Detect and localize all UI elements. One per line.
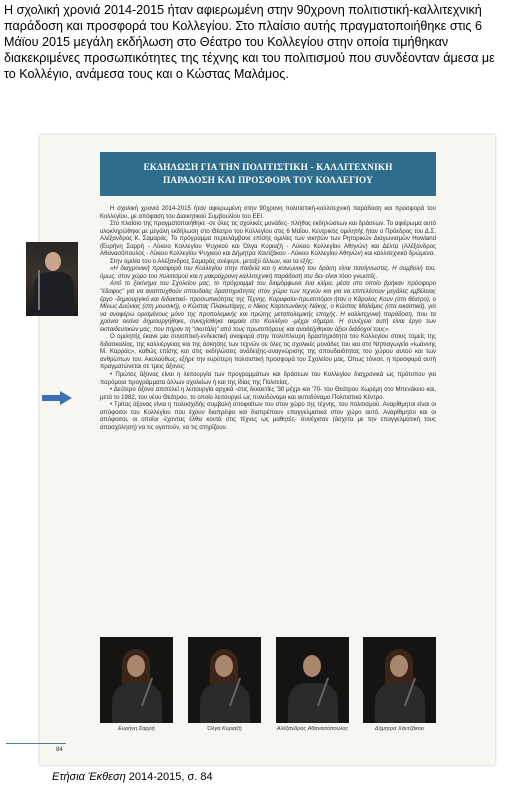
intro-paragraph: Η σχολική χρονιά 2014-2015 ήταν αφιερωμένη στην 90χρονη πολιτιστική-καλλιτεχνική παράδοση και προσφορά του Κολλεγίου. Στο πλαίσιο αυτής πραγματοποιήθηκε στις 6 Μάϊου 2015 μεγάλη εκδήλωση στο Θέατρο του Κολλεγίου στην οποία τιμήθηκαν διακεκριμένες προσωπικότητες της τέχνης και του πολιτισμού που συνδέονταν άμεσα με το Κολλέγιο, ανάμεσα τους και ο Κώστας Μαλάμος.	[4, 3, 495, 81]
photo-caption: Δήμητρα Χαντζάκου	[374, 726, 425, 732]
article-banner	[100, 152, 436, 196]
annual-report-page	[40, 135, 495, 765]
body-paragraph: • Δεύτερο άξονα αποτελεί η λειτουργία αρχικά -στις δεκαετίες '30 μέχρι και '70- του Θεάτρου Χωρέμη στο Μπενάκειο και, μετά το 1982, του νέου Θεάτρου, το οποίο λειτουργεί ως πολυδύναμο και αυτοδύναμο Πολιτιστικό Κέντρο.	[100, 386, 436, 401]
body-paragraph: Στο πλαίσιο της πραγματοποιήθηκε -σε όλες τις σχολικές μονάδες- πλήθος εκδηλώσεων και δράσεων. Το αφιέρωμα αυτό ολοκληρώθηκε με μεγάλη εκδήλωση στο Θέατρο του Κολλεγίου στις 6 Μαΐου. Κεντρικός ομιλητής ήταν ο Πρόεδρος του Δ.Σ. Αλέξανδρος Κ. Σαμαράς. Το πρόγραμμα περιελάμβανε επίσης ομιλίες των νικητών των Ρητορικών Διαγωνισμών Howland (Ευρήνη Σαρρή - Λύκειο Κολλεγίου Ψυχικού και Όλγα Κυριαζή - Λύκειο Κολλεγίου Αθηνών) και Δέλτα (Αλέξανδρος Αθανασόπουλος - Λύκειο Κολλεγίου Ψυχικού και Δήμητρα Χαντζάκου - Λύκειο Κολλεγίου Αθηνών) και καλλιτεχνικά δρώμενα.	[100, 220, 436, 258]
page-number: 84	[56, 747, 63, 753]
speaker-photo	[100, 637, 173, 723]
page-number-rule	[6, 743, 66, 744]
speakers-photo-row	[100, 637, 436, 737]
citation-details: 2014-2015, σ. 84	[125, 771, 213, 783]
body-paragraph: Στην ομιλία του ο Αλέξανδρος Σαμαράς ανέφερε, μεταξύ άλλων, και τα εξής:	[110, 257, 314, 265]
photo-caption: Αλέξανδρος Αθανασόπουλος	[276, 726, 349, 732]
body-paragraph: Από το ξεκίνημα του Σχολείου μας, το πρόγραμμά του διαμόρφωνε ένα κλίμα, μέσα στο οποίο βρήκαν πρόσφορο "έδαφος" για να αναπτυχθούν σπουδαίες δραστηριότητες στον χώρο των τεχνών και για να επιτελέσουν μεγάλες εμβέλειας έργο -δημιουργικό και διδακτικό- προσωπικότητες της Τέχνης. Κορυφαίοι-πρωτοπόροι ήταν ο Κάρολος Κουν (στο θέατρο), ο Μίνως Δούνιας (στη μουσική), ο Κώστας Πλακωτάρης, ο Νίκος Καρτσωνάκης-Νάκης, ο Κώστας Μαλάμος (στα εικαστικά), για να αναφέρω ορισμένους μόνο της προπολεμικής και πρώτης μεταπολεμικής εποχής. Η καλλιτεχνική παράδοση, που τα χρόνια εκείνα δημιουργήθηκε, συνεχίσθηκε ακμαία στο Κολλέγιο -μέχρι σήμερα. Η συνέχεια αυτή είναι έργο των εκπαιδευτικών μας, που πήραν τη "σκυτάλη" από τους πρωτοπόρους και αναδείχθηκαν άξιοι διάδοχοί τους».	[100, 280, 436, 333]
source-citation	[52, 771, 213, 783]
article-body	[100, 205, 436, 431]
speaker-photo	[363, 637, 436, 723]
banner-title-line-1: ΕΚΔΗΛΩΣΗ ΓΙΑ ΤΗΝ ΠΟΛΙΤΙΣΤΙΚΗ - ΚΑΛΛΙΤΕΧΝΙΚΗ	[143, 162, 393, 172]
citation-title: Ετήσια Έκθεση	[52, 771, 126, 783]
photo-caption: Όλγα Κυριαζή	[207, 726, 242, 732]
body-paragraph: • Τρίτος άξονας είναι η πολυσχιδής συμβολή αποφοίτων του στον χώρο της τέχνης, του πολιτισμού. Αναρίθμητοι είναι οι απόφοιτοι του Κολλεγίου που έχουν διαπρέψει και διαπρέπουν επαγγελματικά στον χώρο αυτό. Αναρίθμητοι και οι απόφοιτοι, οι οποίοι -έχοντας έλθει κοντά στις τέχνες ως μαθητές- συνέχισαν (άσχετα με την επαγγελματική τους απασχόληση) να τις αγαπούν, να τις στηρίζουν.	[100, 401, 436, 431]
speaker-photo	[188, 637, 261, 723]
photo-caption: Ευρήνη Σαρρή	[118, 726, 155, 732]
body-paragraph: Η σχολική χρονιά 2014-2015 ήταν αφιερωμένη στην 90χρονη πολιτιστική-καλλιτεχνική παράδοση και προσφορά του Κολλεγίου, με απόφαση του Διοικητικού Συμβουλίου του ΕΕΙ.	[100, 205, 436, 220]
speaker-photo	[26, 242, 78, 316]
speaker-photo	[276, 637, 349, 723]
body-paragraph: Ο ομιλητής έκανε μια συνοπτική-ενδεικτική αναφορά στην πολύπλευρη δραστηριότητα του Κολλεγίου στους τομείς της διδασκαλίας, της καλλιέργειας και της άσκησης των τεχνών σε όλες τις σχολικές μονάδες του και στο Νηπιαγωγείο «Ιωάννης Μ. Καρράς», καθώς επίσης και στις εκδηλώσεις ανάδειξης-αναγνώρισης της σπουδαιότητας του χώρου αυτού και των ανθρώπων του. Ακολούθως, εξήρε την ευρύτερη πολιτιστική προσφορά του Σχολείου μας. Όπως τόνισε, η προσφορά αυτή πραγματώνεται σε τρεις άξονες:	[100, 333, 436, 371]
banner-title-line-2: ΠΑΡΑΔΟΣΗ ΚΑΙ ΠΡΟΣΦΟΡΑ ΤΟΥ ΚΟΛΛΕΓΙΟΥ	[163, 175, 373, 185]
body-paragraph: • Πρώτος άξονας είναι η λειτουργία των προγραμμάτων και δράσεων του Κολλεγίου διαχρονικά ως πρότυπου για παρόμοια προγράμματα άλλων σχολείων ή και της ίδιας της Πολιτείας.	[100, 371, 436, 386]
body-paragraph: «Η διαχρονική προσφορά του Κολλεγίου στην παιδεία και η κοινωνική του δράση είναι πασίγνωστες. Η συμβολή του, όμως, στον χώρο του πολιτισμού και η μακρόχρονη καλλιτεχνική παράδοσή του δεν είναι τόσο γνωστές.	[100, 265, 436, 280]
arrow-right-icon	[42, 391, 72, 405]
